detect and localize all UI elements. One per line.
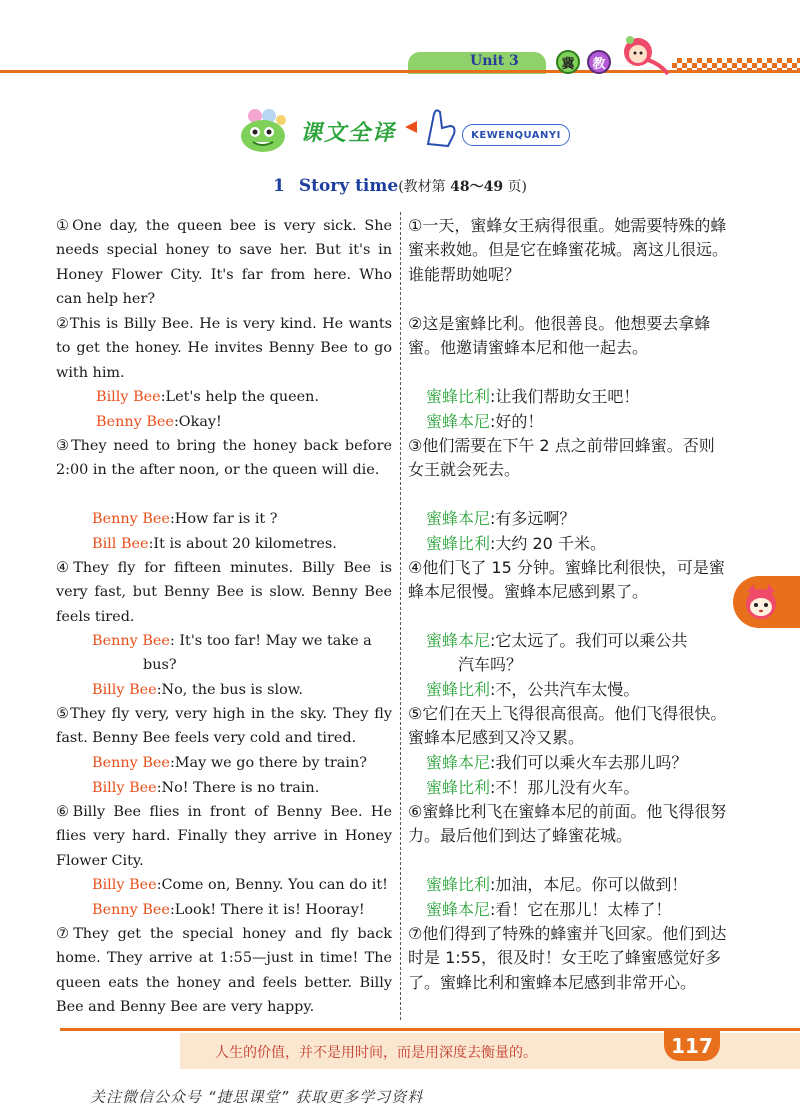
section-ref-pages: 48～49: [450, 179, 504, 195]
en-dialog-5-1: [92, 751, 392, 775]
zh-dialog-4-2: [426, 678, 728, 702]
speaker: 蜜蜂本尼: [426, 509, 491, 528]
page-number: 117: [664, 1031, 720, 1061]
en-paragraph-5: ⑤They fly very, very high in the sky. They fly fast. Benny Bee feels very cold and tired.: [56, 706, 392, 747]
en-dialog-6-1: [92, 873, 392, 897]
line: :大约 20 千米。: [490, 534, 606, 553]
en-dialog-6-2: [92, 898, 392, 922]
banner-title: 课文全译: [300, 121, 397, 146]
line: : It's too far! May we take a: [169, 633, 372, 649]
speaker: 蜜蜂比利: [426, 680, 491, 699]
speaker: Benny Bee: [92, 511, 170, 527]
speaker: Benny Bee: [96, 414, 174, 430]
line: :Come on, Benny. You can do it!: [156, 877, 388, 893]
speaker: Bill Bee: [92, 536, 149, 552]
line: :不，公共汽车太慢。: [490, 680, 640, 699]
en-paragraph-3: ③They need to bring the honey back before 2:00 in the after noon, or the queen will die.: [56, 438, 392, 479]
en-dialog-4-1: [92, 629, 392, 653]
line: :May we go there by train?: [169, 755, 367, 771]
en-dialog-4-2: [92, 678, 392, 702]
zh-dialog-2-1: [426, 385, 728, 409]
en-dialog-2-1: [96, 385, 392, 409]
unit-label: Unit 3: [470, 53, 519, 69]
line: :有多远啊？: [490, 509, 576, 528]
green-monster-icon: [233, 106, 293, 154]
en-dialog-4-1b: bus?: [143, 657, 177, 673]
zh-paragraph-3: ③他们需要在下午 2 点之前带回蜂蜜。否则女王就会死去。: [408, 436, 715, 480]
line: :不！那儿没有火车。: [490, 778, 640, 797]
zh-paragraph-5: ⑤它们在天上飞得很高很高。他们飞得很快。蜜蜂本尼感到又冷又累。: [408, 704, 727, 748]
speaker: 蜜蜂本尼: [426, 900, 491, 919]
zh-paragraph-4: ④他们飞了 15 分钟。蜜蜂比利很快，可是蜜蜂本尼很慢。蜜蜂本尼感到累了。: [408, 558, 725, 602]
en-dialog-3-2: [92, 532, 392, 556]
zh-paragraph-6: ⑥蜜蜂比利飞在蜜蜂本尼的前面。他飞得很努力。最后他们到达了蜂蜜花城。: [408, 802, 727, 846]
section-ref-open: (教材第: [398, 179, 451, 195]
line: :它太远了。我们可以乘公共: [490, 631, 688, 650]
line: :好的！: [490, 412, 544, 431]
speaker: 蜜蜂比利: [426, 875, 491, 894]
speaker: Benny Bee: [92, 755, 170, 771]
zh-dialog-5-2: [426, 776, 728, 800]
speaker: 蜜蜂比利: [426, 778, 491, 797]
speaker: 蜜蜂本尼: [426, 412, 491, 431]
line: :How far is it ?: [169, 511, 278, 527]
section-ref-close: 页): [503, 179, 527, 195]
speaker: 蜜蜂本尼: [426, 753, 491, 772]
line: :加油，本尼。你可以做到！: [490, 875, 688, 894]
en-paragraph-6: ⑥Billy Bee flies in front of Benny Bee. He flies very hard. Finally they arrive in Honey Flower City.: [56, 804, 392, 869]
pointing-hand-icon: [420, 104, 460, 150]
line: :No, the bus is slow.: [156, 682, 303, 698]
line: :我们可以乘火车去那儿吗？: [490, 753, 688, 772]
zh-dialog-4-1b: 汽车吗？: [458, 655, 523, 674]
footer-watermark: 关注微信公众号 “捷思课堂” 获取更多学习资料: [90, 1088, 424, 1106]
zh-dialog-3-1: [426, 507, 728, 531]
speaker: 蜜蜂比利: [426, 387, 491, 406]
en-dialog-5-2: [92, 776, 392, 800]
zh-paragraph-7: ⑦他们得到了特殊的蜂蜜并飞回家。他们到达时是 1:55，很及时！女王吃了蜂蜜感觉好多了。蜜蜂比利和蜜蜂本尼感到非常开心。: [408, 924, 727, 992]
en-paragraph-7: ⑦They get the special honey and fly back home. They arrive at 1:55—just in time! The queen eats the honey and feels better. Billy Bee and Benny Bee are very happy.: [56, 926, 392, 1016]
speaker: Billy Bee: [96, 389, 161, 405]
zh-dialog-4-1: [426, 629, 728, 653]
arrow-icon: [405, 121, 417, 133]
line: :让我们帮助女王吧！: [490, 387, 640, 406]
cartoon-girl-icon: [616, 30, 672, 78]
zh-dialog-6-2: [426, 898, 728, 922]
zh-dialog-3-2: [426, 532, 728, 556]
speaker: Benny Bee: [92, 902, 170, 918]
line: :Okay!: [173, 414, 222, 430]
cat-face-icon: [741, 582, 781, 622]
zh-paragraph-2: ②这是蜜蜂比利。他很善良。他想要去拿蜂蜜。他邀请蜜蜂本尼和他一起去。: [408, 314, 711, 358]
section-number: 1: [273, 176, 285, 196]
section-title: Story time: [298, 176, 399, 196]
speaker: 蜜蜂本尼: [426, 631, 491, 650]
line: :看！它在那儿！太棒了！: [490, 900, 672, 919]
en-paragraph-1: ①One day, the queen bee is very sick. She needs special honey to save her. But it's in Honey Flower City. It's far from here. Who can help her?: [56, 218, 392, 308]
speaker: Billy Bee: [92, 682, 157, 698]
en-paragraph-2: ②This is Billy Bee. He is very kind. He wants to get the honey. He invites Benny Bee to go with him.: [56, 316, 392, 381]
line: :No! There is no train.: [156, 780, 320, 796]
badge-ji: 冀: [556, 50, 580, 74]
en-dialog-2-2: [96, 410, 392, 434]
line: :It is about 20 kilometres.: [148, 536, 337, 552]
zh-dialog-6-1: [426, 873, 728, 897]
zh-paragraph-1: ①一天，蜜蜂女王病得很重。她需要特殊的蜂蜜来救她。但是它在蜂蜜花城。离这儿很远。谁能帮助她呢？: [408, 216, 729, 284]
en-paragraph-4: ④They fly for fifteen minutes. Billy Bee is very fast, but Benny Bee is slow. Benny Bee feels tired.: [56, 560, 392, 625]
speaker: Benny Bee: [92, 633, 170, 649]
speaker: Billy Bee: [92, 877, 157, 893]
section-heading: [0, 176, 800, 196]
speaker: Billy Bee: [92, 780, 157, 796]
line: :Look! There it is! Hooray!: [169, 902, 365, 918]
banner-pill: KEWENQUANYI: [462, 124, 570, 146]
footer-motto: 人生的价值，并不是用时间，而是用深度去衡量的。: [215, 1045, 537, 1061]
zh-dialog-5-1: [426, 751, 728, 775]
speaker: 蜜蜂比利: [426, 534, 491, 553]
zh-dialog-2-2: [426, 410, 728, 434]
badge-jiao: 教: [587, 50, 611, 74]
line: :Let's help the queen.: [160, 389, 319, 405]
en-dialog-3-1: [92, 507, 392, 531]
column-divider: [400, 212, 401, 1020]
header-rule: [0, 70, 800, 73]
